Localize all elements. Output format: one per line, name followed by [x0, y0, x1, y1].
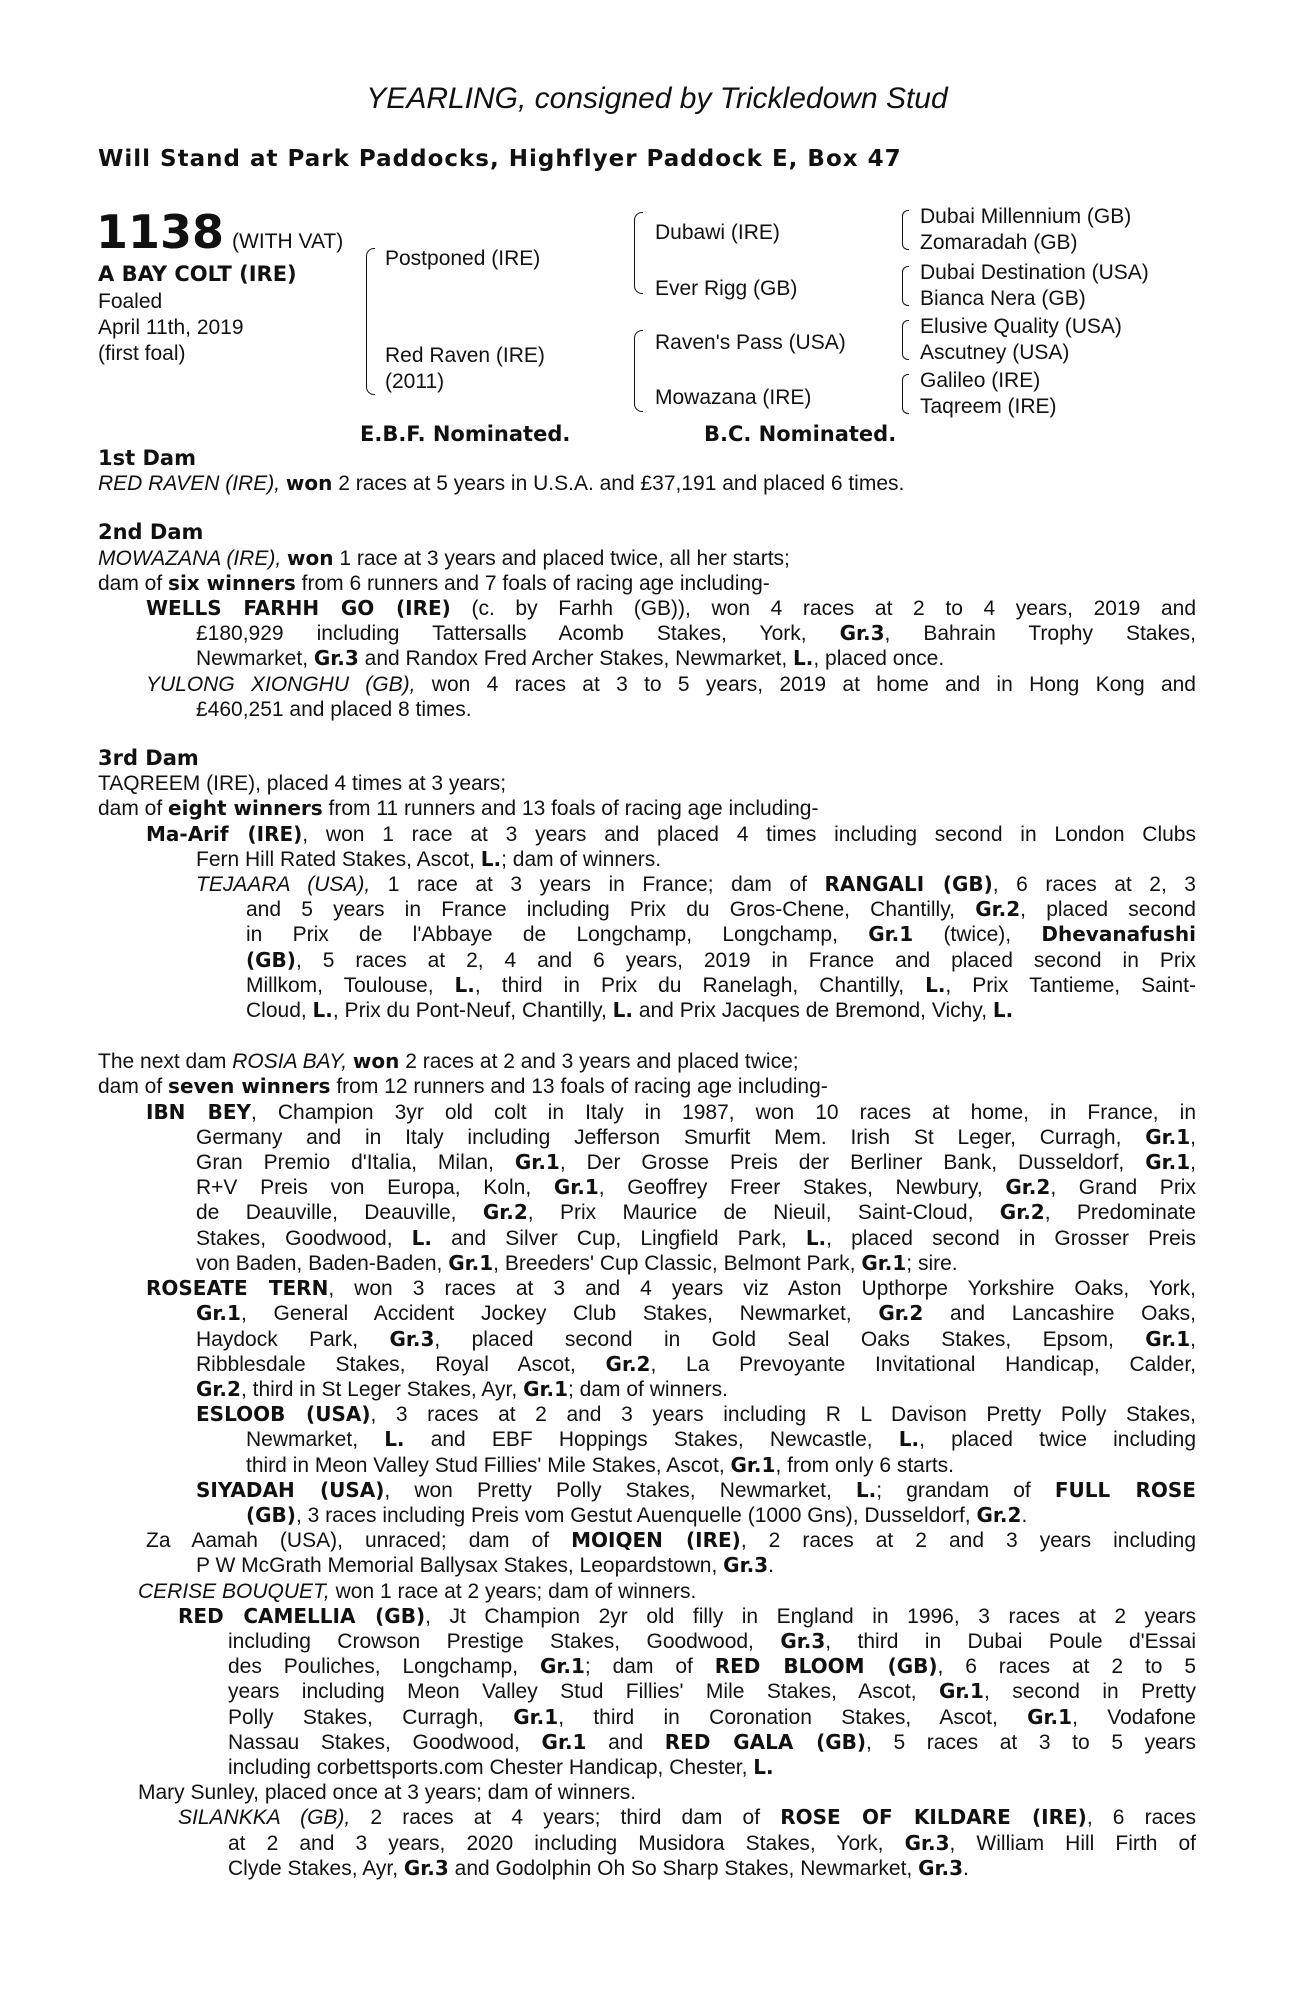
vat-label: (WITH VAT) — [232, 230, 344, 253]
lot-name: A BAY COLT (IRE) — [98, 262, 297, 286]
pedigree-g6: Ascutney (USA) — [920, 341, 1070, 364]
foaled-label: Foaled — [98, 290, 163, 313]
pedigree-brace-3c — [902, 320, 909, 360]
ebf-nominated: E.B.F. Nominated. — [360, 422, 571, 446]
dam3-entry: TAQREEM (IRE), placed 4 times at 3 years; — [98, 772, 507, 796]
pedigree-g5: Elusive Quality (USA) — [920, 315, 1122, 338]
red-camellia: RED CAMELLIA (GB), Jt Champion 2yr old filly in England in 1996, 3 races at 2 years including Crowson Prestige Stakes, Goodwood, Gr.3, third in Dubai Poule d'Essai des Pouliches, Longchamp, Gr.1; dam of RED BLOOM (GB), 6 races at 2 to 5 years including Meon Valley Stud Fillies' Mile Stakes, Ascot, Gr.1, second in Pretty Polly Stakes, Curragh, Gr.1, third in Coronation Stakes, Ascot, Gr.1, Vodafone Nassau Stakes, Goodwood, Gr.1 and RED GALA (GB), 5 races at 3 to 5 years including corbettsports.com Chester Handicap, Chester, L. — [178, 1603, 1197, 1779]
pedigree-g7: Galileo (IRE) — [920, 369, 1041, 392]
dam: Red Raven (IRE) — [385, 344, 545, 367]
pedigree-brace-1 — [366, 248, 375, 395]
dam2-produce: dam of six winners from 6 runners and 7 foals of racing age including- — [98, 570, 770, 595]
pedigree-brace-2a — [634, 212, 643, 294]
page-title: YEARLING, consigned by Trickledown Stud — [366, 82, 948, 115]
sire: Postponed (IRE) — [385, 247, 541, 270]
dam3-heading: 3rd Dam — [98, 746, 199, 771]
sire-dam: Ever Rigg (GB) — [655, 277, 798, 300]
dam-sire: Raven's Pass (USA) — [655, 331, 846, 354]
sire-sire: Dubawi (IRE) — [655, 221, 780, 244]
pedigree-g4: Bianca Nera (GB) — [920, 287, 1086, 310]
dam-year: (2011) — [385, 370, 445, 393]
dam2-entry: MOWAZANA (IRE), won 1 race at 3 years and placed twice, all her starts; — [98, 545, 790, 570]
pedigree-brace-3a — [902, 210, 909, 250]
roseate-tern: ROSEATE TERN, won 3 races at 3 and 4 years viz Aston Upthorpe Yorkshire Oaks, York, Gr.1, General Accident Jockey Club Stakes, Newmarket, Gr.2 and Lancashire Oaks, Haydock Park, Gr.3, placed second in Gold Seal Oaks Stakes, Epsom, Gr.1, Ribblesdale Stakes, Royal Ascot, Gr.2, La Prevoyante Invitational Handicap, Calder, Gr.2, third in St Leger Stakes, Ayr, Gr.1; dam of winners. — [146, 1276, 1197, 1401]
lot-number-value: 1138 — [96, 205, 225, 259]
foaled-date: April 11th, 2019 — [98, 316, 244, 339]
ibn-bey: IBN BEY, Champion 3yr old colt in Italy in 1987, won 10 races at home, in France, in Germany and in Italy including Jefferson Smurfit Mem. Irish St Leger, Curragh, Gr.1, Gran Premio d'Italia, Milan, Gr.1, Der Grosse Preis der Berliner Bank, Dusseldorf, Gr.1, R+V Preis von Europa, Koln, Gr.1, Geoffrey Freer Stakes, Newbury, Gr.2, Grand Prix de Deauville, Deauville, Gr.2, Prix Maurice de Nieuil, Saint-Cloud, Gr.2, Predominate Stakes, Goodwood, L. and Silver Cup, Lingfield Park, L., placed second in Grosser Preis von Baden, Baden-Baden, Gr.1, Breeders' Cup Classic, Belmont Park, Gr.1; sire. — [146, 1099, 1197, 1275]
wells-farhh-go: WELLS FARHH GO (IRE) (c. by Farhh (GB)), won 4 races at 2 to 4 years, 2019 and £180,929 including Tattersalls Acomb Stakes, York, Gr.3, Bahrain Trophy Stakes, Newmarket, Gr.3 and Randox Fred Archer Stakes, Newmarket, L., placed once. — [146, 596, 1197, 671]
lot-number — [96, 206, 343, 268]
next-dam-produce: dam of seven winners from 12 runners and 13 foals of racing age including- — [98, 1074, 828, 1099]
dam1-heading: 1st Dam — [98, 446, 196, 470]
esloob: ESLOOB (USA), 3 races at 2 and 3 years including R L Davison Pretty Polly Stakes, Newmarket, L. and EBF Hoppings Stakes, Newcastle, L., placed twice including third in Meon Valley Stud Fillies' Mile Stakes, Ascot, Gr.1, from only 6 starts. — [196, 1402, 1196, 1477]
first-foal-note: (first foal) — [98, 342, 186, 365]
silankka: SILANKKA (GB), 2 races at 4 years; third dam of ROSE OF KILDARE (IRE), 6 races at 2 and 3 years, 2020 including Musidora Stakes, York, Gr.3, William Hill Firth of Clyde Stakes, Ayr, Gr.3 and Godolphin Oh So Sharp Stakes, Newmarket, Gr.3. — [178, 1805, 1196, 1880]
pedigree-g1: Dubai Millennium (GB) — [920, 205, 1132, 228]
mary-sunley: Mary Sunley, placed once at 3 years; dam of winners. — [138, 1781, 637, 1805]
pedigree-g3: Dubai Destination (USA) — [920, 261, 1149, 284]
cerise-bouquet: CERISE BOUQUET, won 1 race at 2 years; dam of winners. — [138, 1579, 697, 1603]
yulong-xionghu: YULONG XIONGHU (GB), won 4 races at 3 to 5 years, 2019 at home and in Hong Kong and £460,251 and placed 8 times. — [146, 672, 1196, 721]
tejaara: TEJAARA (USA), 1 race at 3 years in France; dam of RANGALI (GB), 6 races at 2, 3 and 5 years in France including Prix du Gros-Chene, Chantilly, Gr.2, placed second in Prix de l'Abbaye de Longchamp, Longchamp, Gr.1 (twice), Dhevanafushi (GB), 5 races at 2, 4 and 6 years, 2019 in France and placed second in Prix Millkom, Toulouse, L., third in Prix du Ranelagh, Chantilly, L., Prix Tantieme, Saint- Cloud, L., Prix du Pont-Neuf, Chantilly, L. and Prix Jacques de Bremond, Vichy, L. — [196, 872, 1196, 1023]
pedigree-g2: Zomaradah (GB) — [920, 231, 1078, 254]
venue-line: Will Stand at Park Paddocks, Highflyer Paddock E, Box 47 — [98, 146, 902, 172]
pedigree-brace-3b — [902, 266, 909, 306]
bc-nominated: B.C. Nominated. — [704, 422, 897, 446]
catalogue-body — [98, 446, 1198, 1881]
pedigree-brace-2b — [634, 330, 643, 412]
pedigree-g8: Taqreem (IRE) — [920, 395, 1057, 418]
dam-dam: Mowazana (IRE) — [655, 386, 812, 409]
pedigree-brace-3d — [902, 374, 909, 414]
dam2-heading: 2nd Dam — [98, 520, 204, 545]
za-aamah: Za Aamah (USA), unraced; dam of MOIQEN (IRE), 2 races at 2 and 3 years including P W McGrath Memorial Ballysax Stakes, Leopardstown, Gr.3. — [146, 1528, 1196, 1578]
next-dam-entry: The next dam ROSIA BAY, won 2 races at 2 and 3 years and placed twice; — [98, 1049, 799, 1074]
ma-arif: Ma-Arif (IRE), won 1 race at 3 years and placed 4 times including second in London Clubs Fern Hill Rated Stakes, Ascot, L.; dam of winners. — [146, 821, 1196, 871]
siyadah: SIYADAH (USA), won Pretty Polly Stakes, Newmarket, L.; grandam of FULL ROSE (GB), 3 races including Preis vom Gestut Auenquelle (1000 Gns), Dusseldorf, Gr.2. — [196, 1477, 1196, 1527]
dam3-produce: dam of eight winners from 11 runners and 13 foals of racing age including- — [98, 796, 819, 821]
dam1-entry: RED RAVEN (IRE), won 2 races at 5 years in U.S.A. and £37,191 and placed 6 times. — [98, 471, 905, 496]
